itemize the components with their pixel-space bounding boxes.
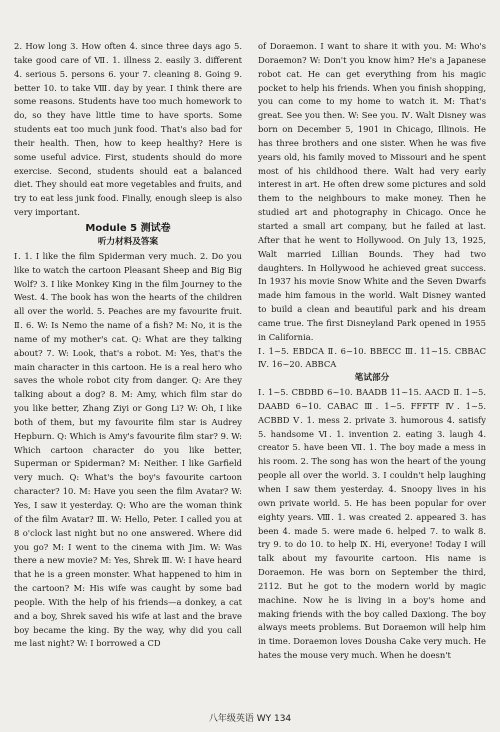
written-answers-paragraph: Ⅰ. 1~5. CBDBD 6~10. BAADB 11~15. AACD Ⅱ. 1~5. DAABD 6~10. CABAC Ⅲ. 1~5. FFFTF Ⅳ. 1~5. ACBBD Ⅴ. 1. mess 2. private 3. humorous 4. satisfy 5. handsome Ⅵ. 1. invention 2. eating 3. laugh 4. creator 5. have been Ⅶ. 1. The boy made a mess in his room. 2. The song has won the heart of the young people all over the world. 3. I couldn't help laughing when I saw them yesterday. 4. Snoopy lives in his own private world. 5. He has been popular for over eighty years. Ⅷ. 1. was created 2. appeared 3. has been 4. made 5. were made 6. helped 7. to walk 8. try 9. to do 10. to help Ⅸ. Hi, everyone! Today I will talk about my favourite cartoon. His name is Doraemon. He was born on September the third, 2112. But he got to the modern world by magic machine. Now he is living in a boy's home and making friends with the boy called Daxiong. The boy always meets problems. But Doraemon will help him in time. Doraemon loves Dousha Cake very much. He hates the mouse very much. When he doesn't — [258, 387, 486, 661]
right-column — [258, 40, 486, 663]
listening-script-paragraph: Ⅰ. 1. I like the film Spiderman very much. 2. Do you like to watch the cartoon Pleasant Sheep and Big Big Wolf? 3. I like Monkey King in the film Journey to the West. 4. The book has won the hearts of the children all over the world. 5. Peaches are my favourite fruit. Ⅱ. 6. W: Is Nemo the name of a fish? M: No, it is the name of my mother's cat. Q: What are they talking about? 7. W: Look, that's a robot. M: Yes, that's the main character in this cartoon. He is a real hero who saves the whole robot city from danger. Q: Are they talking about a dog? 8. M: Amy, which film star do you like better, Zhang Ziyi or Gong Li? W: Oh, I like both of them, but my favourite film star is Audrey Hepburn. Q: Which is Amy's favourite film star? 9. W: Which cartoon character do you like better, Superman or Spiderman? M: Neither. I like Garfield very much. Q: What's the boy's favourite cartoon character? 10. M: Have you seen the film Avatar? W: Yes, I saw it yesterday. Q: Who are the woman think of the film Avatar? Ⅲ. W: Hello, Peter. I called you at 8 o'clock last night but no one answered. Where did you go? M: I went to the cinema with Jim. W: Was there a new movie? M: Yes, Shrek Ⅲ. W: I have heard that he is a green monster. What happened to him in the cartoon? M: His wife was caught by some bad people. With the help of his friends—a donkey, a cat and a boy, Shrek saved his wife at last and the brave boy became the king. By the way, why did you call me last night? W: I borrowed a CD — [14, 250, 242, 649]
section-subheading: 笔试部分 — [354, 373, 390, 384]
two-column-layout — [14, 40, 486, 663]
section-heading: Module 5 测试卷 — [85, 222, 171, 234]
section-subheading: 听力材料及答案 — [97, 236, 159, 247]
listening-answers-paragraph: Ⅰ. 1~5. EBDCA Ⅱ. 6~10. BBECC Ⅲ. 11~15. CBBAC Ⅳ. 16~20. ABBCA — [258, 345, 486, 370]
page-footer: 八年级英语 WY 134 — [208, 714, 292, 724]
left-column — [14, 40, 242, 663]
answer-text-paragraph: 2. How long 3. How often 4. since three days ago 5. take good care of Ⅶ. 1. illness 2. easily 3. different 4. serious 5. persons 6. your 7. cleaning 8. Going 9. better 10. to take Ⅷ. day by year. I think there are some reasons. Students have too much homework to do, so they have little time to have sports. Some students eat too much junk food. That's also bad for their health. Then, how to keep healthy? Here is some useful advice. First, students should do more exercise. Second, students should eat a balanced diet. They should eat more vegetables and fruits, and try to eat less junk food. Finally, enough sleep is also very important. — [14, 41, 242, 218]
listening-script-paragraph: of Doraemon. I want to share it with you. M: Who's Doraemon? W: Don't you know him? He's a Japanese robot cat. He can get everything from his magic pocket to help his friends. When you finish shopping, you can come to my home to watch it. M: That's great. See you then. W: See you. Ⅳ. Walt Disney was born on December 5, 1901 in Chicago, Illinois. He has three brothers and one sister. When he was five years old, his family moved to Missouri and he spent most of his childhood there. Walt had very early interest in art. He often drew some pictures and sold them to the neighbours to make money. Then he studied art and photography in Chicago. Once he started a small art company, but he failed at last. After that he went to Hollywood. On July 13, 1925, Walt married Lillian Bounds. They had two daughters. In Hollywood he achieved great success. In 1937 his movie Snow White and the Seven Dwarfs made him famous in the world. Walt Disney wanted to build a clean and beautiful park and his dream came true. The first Disneyland Park opened in 1955 in California. — [258, 41, 486, 342]
